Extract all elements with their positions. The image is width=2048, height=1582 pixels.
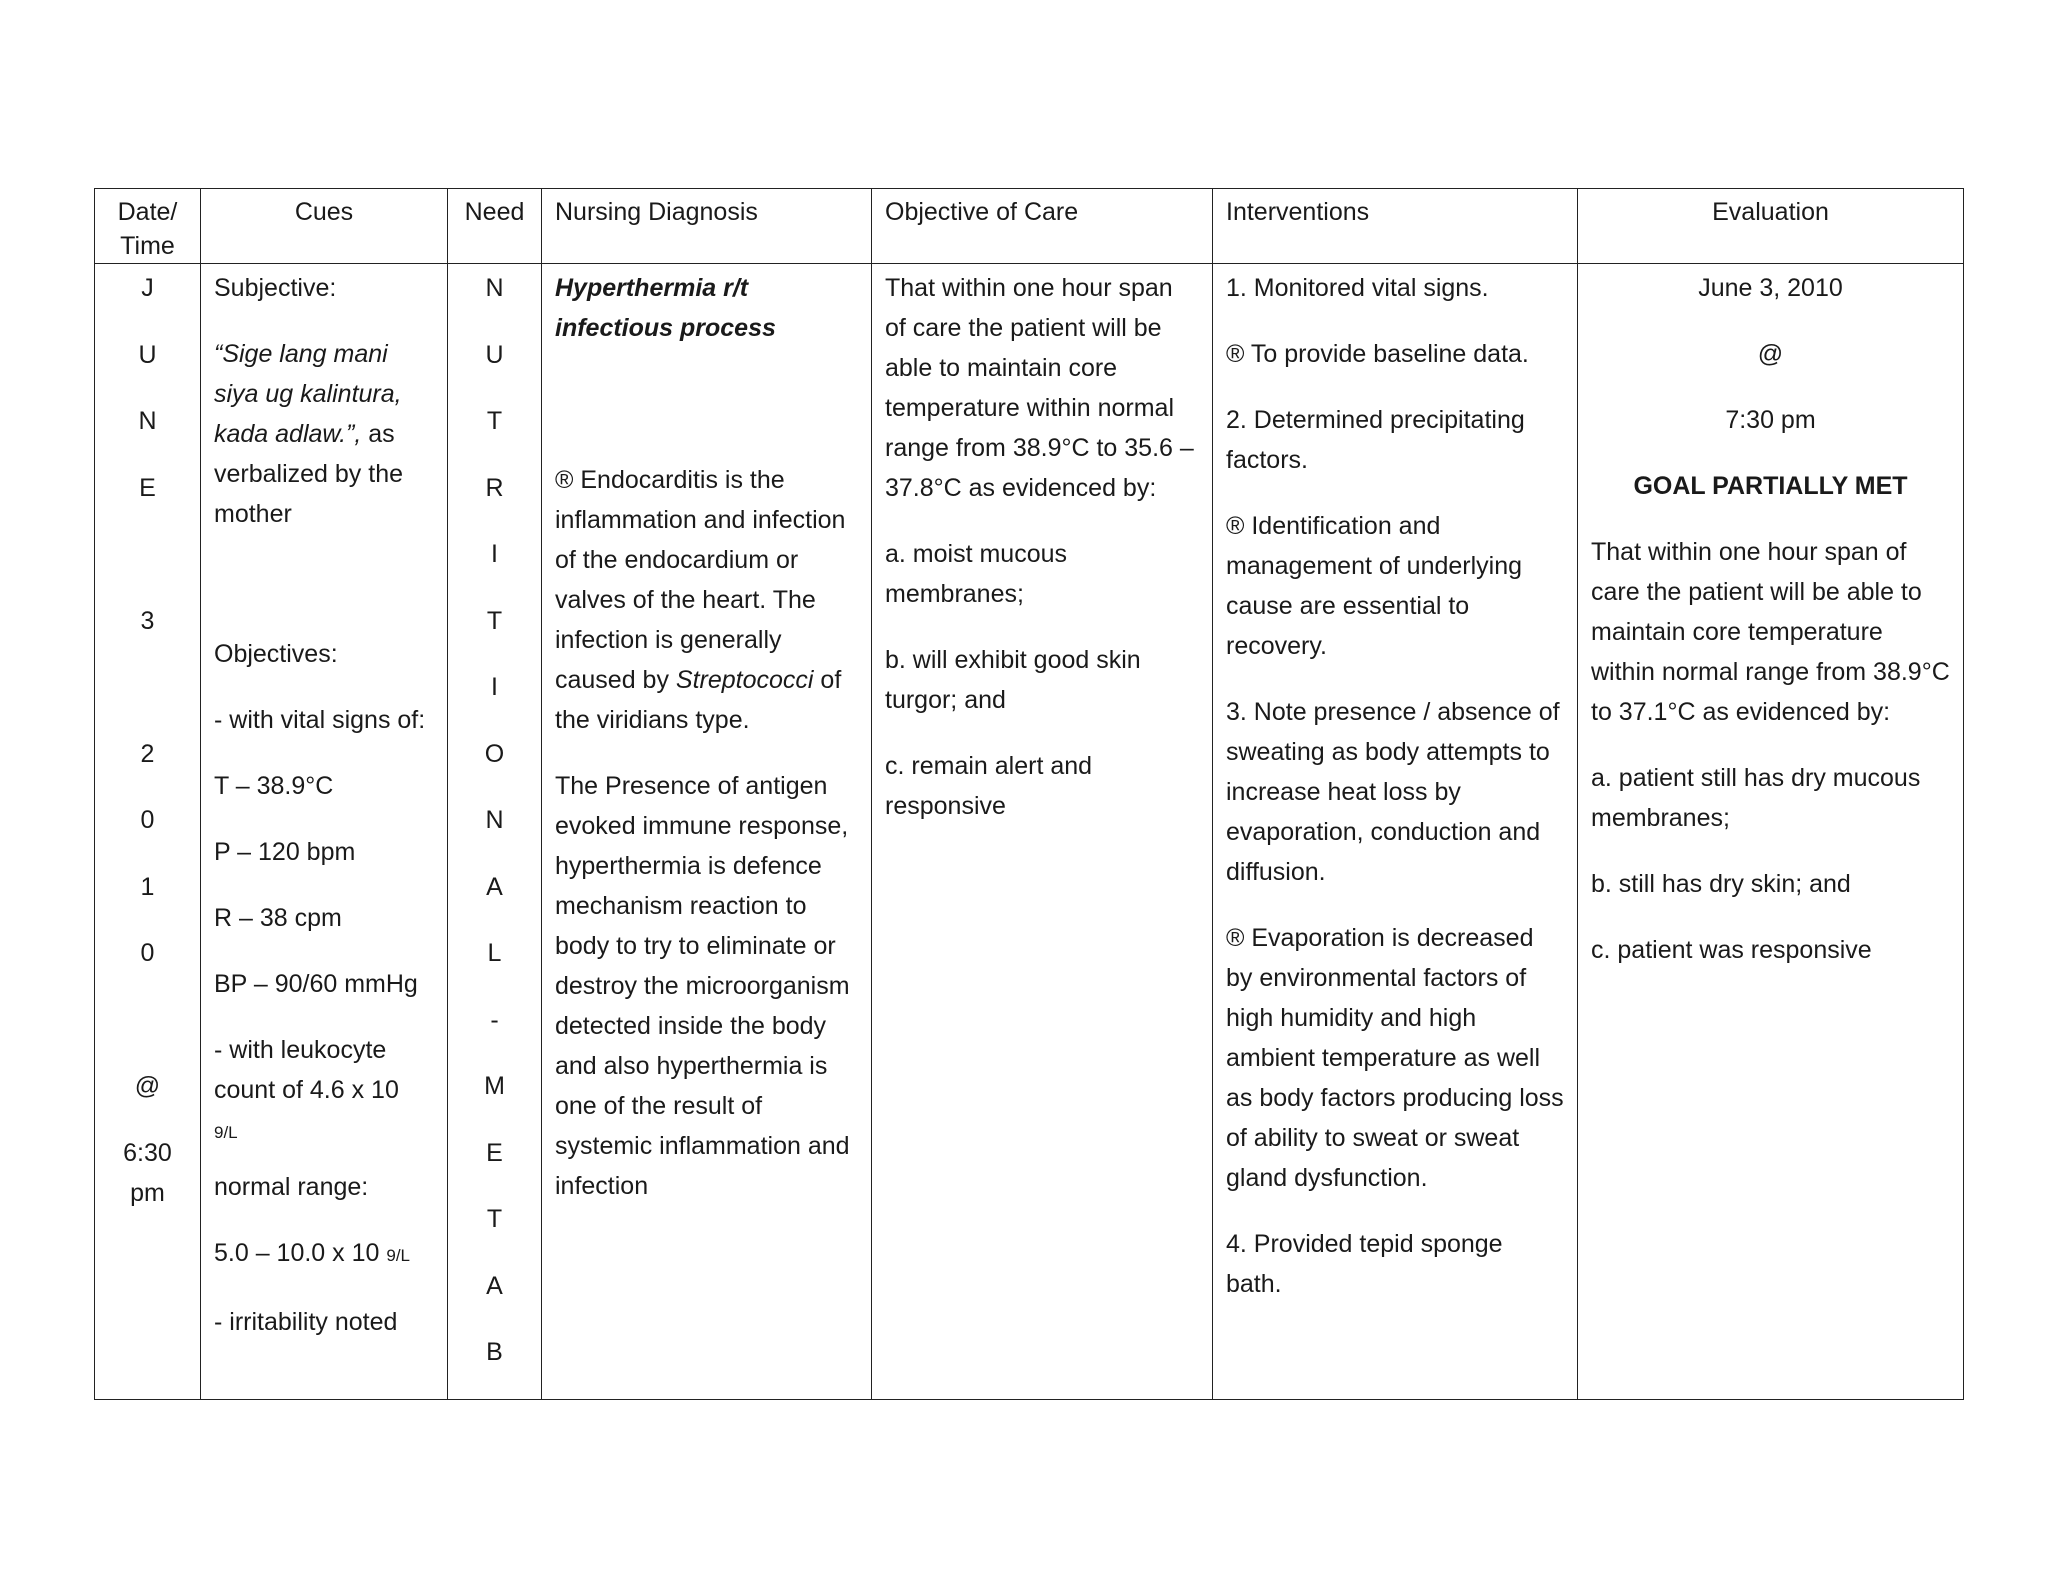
date-letter: 6:30 — [123, 1138, 172, 1167]
date-letter: 2 — [140, 739, 155, 768]
normal-range-value — [214, 1233, 434, 1276]
date-letter: pm — [130, 1178, 165, 1207]
quote-attribution: as verbalized by the mother — [214, 420, 404, 528]
diagnosis-rationale-1 — [555, 460, 858, 740]
vital-respiration: R – 38 cpm — [214, 904, 342, 932]
date-letter — [97, 667, 198, 734]
date-time-cell — [95, 264, 201, 1400]
date-letter: U — [138, 340, 157, 369]
header-objective-of-care: Objective of Care — [872, 189, 1213, 264]
diagnosis-title: Hyperthermia r/t infectious process — [555, 274, 776, 342]
date-letter — [97, 534, 198, 601]
evaluation-summary: That within one hour span of care the patient will be able to maintain core temperature within normal range from 38.9°C to 37.1°C as evidenced by: — [1591, 538, 1950, 726]
evaluation-result-b: b. still has dry skin; and — [1591, 870, 1851, 898]
table-row — [95, 264, 1964, 1400]
normal-range-unit: 9/L — [386, 1246, 410, 1265]
mother-quote: “Sige lang mani siya ug kalintura, kada adlaw.”, — [214, 340, 402, 448]
intervention-2: 2. Determined precipitating factors. — [1226, 406, 1525, 474]
header-row — [95, 189, 1964, 264]
need-letter: L — [487, 939, 502, 967]
evaluation-result-c: c. patient was responsive — [1591, 936, 1872, 964]
objective-cell — [872, 264, 1213, 1400]
date-letter: N — [138, 407, 157, 435]
evaluation-cell — [1578, 264, 1964, 1400]
leukocyte-count — [214, 1030, 434, 1153]
need-letter: U — [485, 340, 504, 369]
evaluation-date: June 3, 2010 — [1698, 274, 1843, 302]
need-letter: T — [486, 407, 503, 435]
need-letter: R — [485, 473, 504, 502]
diagnosis-cell — [542, 264, 872, 1400]
need-letter: B — [486, 1338, 503, 1366]
need-letter: T — [486, 1205, 503, 1233]
subjective-label: Subjective: — [214, 274, 337, 302]
normal-range-label: normal range: — [214, 1173, 369, 1201]
need-letter: N — [485, 806, 504, 834]
rationale-text: ® Endocarditis is the inflammation and infection of the endocardium or valves of the heart. The infection is generally caused by — [555, 466, 846, 694]
evaluation-at: @ — [1757, 340, 1784, 368]
date-letter: 3 — [140, 606, 155, 635]
leukocyte-text: - with leukocyte count of 4.6 x 10 — [214, 1036, 399, 1104]
intervention-1: 1. Monitored vital signs. — [1226, 274, 1489, 302]
vital-blood-pressure: BP – 90/60 mmHg — [214, 970, 418, 998]
header-cues: Cues — [201, 189, 448, 264]
header-interventions: Interventions — [1213, 189, 1578, 264]
need-letter: M — [484, 1072, 505, 1100]
rationale-1: ® To provide baseline data. — [1226, 340, 1529, 368]
organism-name: Streptococci — [675, 666, 814, 694]
header-date-time: Date/ Time — [95, 189, 201, 264]
evaluation-result-a: a. patient still has dry mucous membranes; — [1591, 764, 1921, 832]
date-letter: J — [141, 274, 154, 302]
rationale-3: ® Evaporation is decreased by environmental factors of high humidity and high ambient temperature as well as body factors producing loss of ability to sweat or sweat gland dysfunction. — [1226, 924, 1564, 1192]
intervention-3: 3. Note presence / absence of sweating as body attempts to increase heat loss by evaporation, conduction and diffusion. — [1226, 698, 1560, 886]
need-letter: I — [491, 540, 498, 568]
vital-pulse: P – 120 bpm — [214, 838, 356, 866]
objective-criterion-c: c. remain alert and responsive — [885, 752, 1093, 820]
need-letter: O — [484, 739, 505, 768]
rationale-2: ® Identification and management of underlying cause are essential to recovery. — [1226, 512, 1523, 660]
vital-temperature: T – 38.9°C — [214, 772, 334, 800]
date-letter: 0 — [140, 939, 155, 967]
date-letter: 1 — [140, 872, 155, 901]
objective-criterion-a: a. moist mucous membranes; — [885, 540, 1068, 608]
vital-signs-intro: - with vital signs of: — [214, 706, 426, 734]
date-letter — [97, 1000, 198, 1067]
nursing-care-plan-table — [94, 188, 1964, 1400]
goal-status: GOAL PARTIALLY MET — [1633, 472, 1908, 500]
need-letter: A — [486, 1271, 503, 1300]
date-letter: @ — [134, 1072, 161, 1100]
need-letter: E — [486, 1138, 503, 1167]
diagnosis-rationale-2: The Presence of antigen evoked immune response, hyperthermia is defence mechanism reaction to body to try to eliminate or destroy the microorganism detected inside the body and also hyperthermia is one of the result of systemic inflammation and infection — [555, 772, 850, 1200]
subjective-quote — [214, 334, 434, 534]
date-letter-stack — [97, 268, 198, 1239]
rationale-text-end: of the viridians type. — [555, 666, 842, 734]
normal-range-text: 5.0 – 10.0 x 10 — [214, 1239, 387, 1267]
evaluation-time: 7:30 pm — [1725, 406, 1816, 434]
need-cell — [448, 264, 542, 1400]
header-evaluation: Evaluation — [1578, 189, 1964, 264]
objective-criterion-b: b. will exhibit good skin turgor; and — [885, 646, 1141, 714]
header-nursing-diagnosis: Nursing Diagnosis — [542, 189, 872, 264]
cues-cell — [201, 264, 448, 1400]
need-letter: A — [486, 872, 503, 901]
objectives-label: Objectives: — [214, 640, 338, 668]
date-letter: 0 — [140, 806, 155, 834]
header-need: Need — [448, 189, 542, 264]
intervention-4: 4. Provided tepid sponge bath. — [1226, 1230, 1503, 1298]
need-letter-stack — [450, 268, 539, 1399]
objective-intro: That within one hour span of care the patient will be able to maintain core temperature within normal range from 38.9°C to 35.6 – 37.8°C as evidenced by: — [885, 274, 1194, 502]
need-letter: T — [486, 606, 503, 635]
date-letter: E — [139, 473, 156, 502]
leukocyte-unit: 9/L — [214, 1123, 238, 1142]
need-letter: - — [490, 1005, 499, 1034]
irritability-note: - irritability noted — [214, 1308, 398, 1336]
interventions-cell — [1213, 264, 1578, 1400]
need-letter: I — [491, 673, 498, 701]
need-letter: N — [485, 274, 504, 302]
